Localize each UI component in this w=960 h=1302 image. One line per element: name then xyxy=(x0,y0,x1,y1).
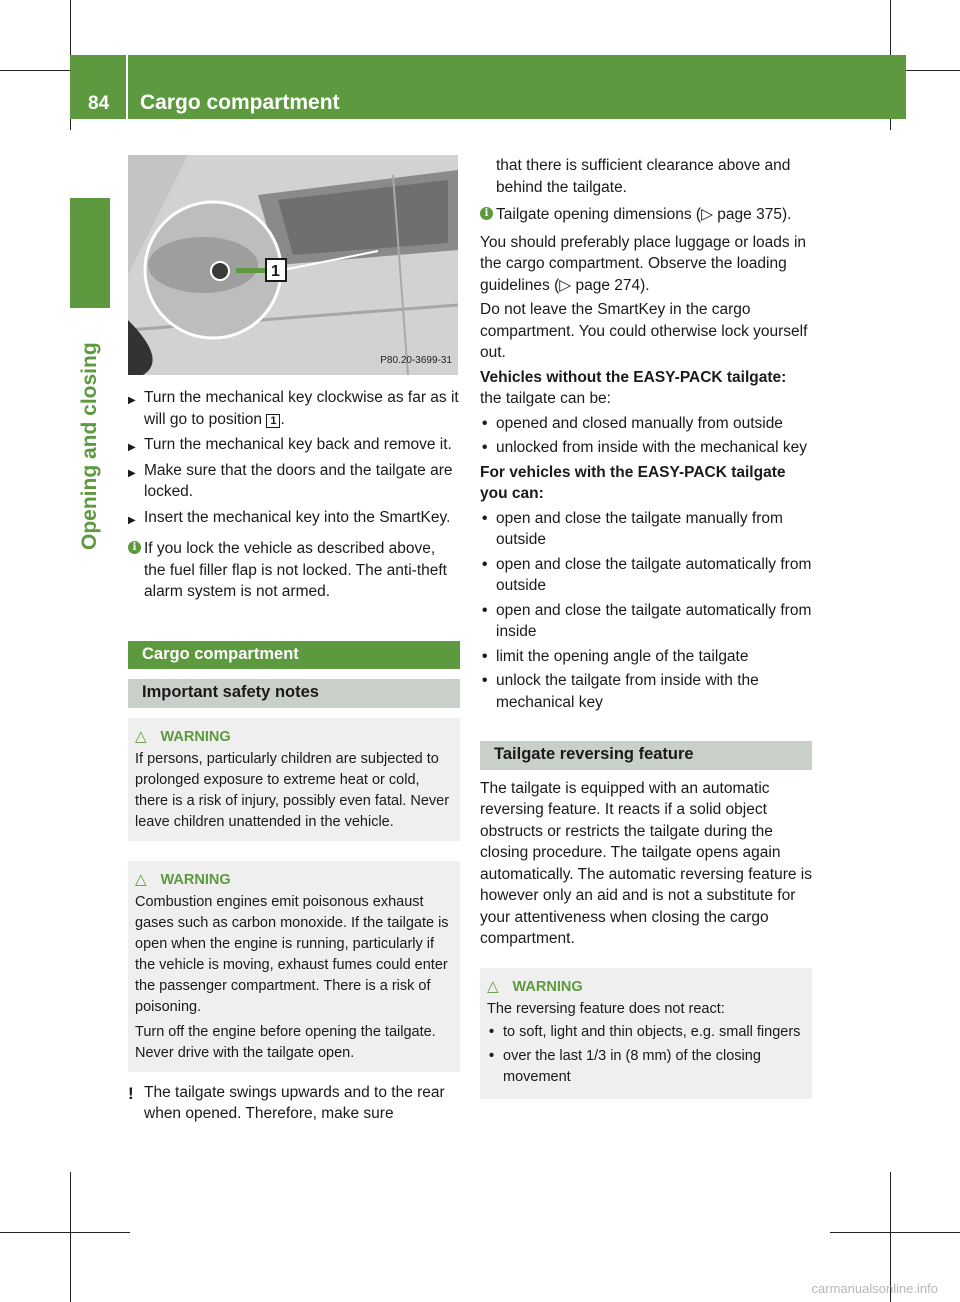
paragraph: You should preferably place luggage or loads in the cargo compartment. Observe the loading guidelines (▷ page 274). xyxy=(480,233,807,294)
warning-text: Combustion engines emit poisonous exhaust gases such as carbon monoxide. If the tailgate is open when the engine is running, particularly if the vehicle is moving, exhaust fumes could enter the passenger compartment. There is a risk of poisoning. xyxy=(135,893,449,1015)
caution-continued: that there is sufficient clearance above and behind the tailgate. xyxy=(496,157,791,196)
section-heading: Tailgate reversing feature xyxy=(480,741,812,770)
figure-id: P80.20-3699-31 xyxy=(380,354,452,366)
step-text: . xyxy=(280,410,285,428)
warning-text: If persons, particularly children are subjected to prolonged exposure to extreme heat or cold, there is a risk of injury, possibly even fatal. Never leave children unattended in the vehicle. xyxy=(135,750,450,830)
figure-callout: 1 xyxy=(271,263,280,280)
crop-mark xyxy=(830,1232,960,1233)
crop-mark xyxy=(70,1172,71,1302)
list-item: • open and close the tailgate automatically from outside xyxy=(480,554,812,597)
step-item: ▶ Insert the mechanical key into the SmartKey. xyxy=(128,507,460,529)
info-note-text: If you lock the vehicle as described above, the fuel filler flap is not locked. The anti-theft alarm system is not armed. xyxy=(144,540,447,600)
warning-triangle-icon: △ xyxy=(135,870,147,888)
caution-note xyxy=(128,1082,460,1125)
info-icon: i xyxy=(480,207,493,220)
chapter-label-text: Opening and closing xyxy=(78,342,101,550)
right-column xyxy=(480,155,812,1099)
step-text: Turn the mechanical key clockwise as far as it will go to position xyxy=(144,389,459,428)
step-item: ▶ Turn the mechanical key back and remove it. xyxy=(128,434,460,456)
warning-text: Turn off the engine before opening the tailgate. Never drive with the tailgate open. xyxy=(135,1023,436,1061)
warning-title: WARNING xyxy=(160,728,231,745)
side-tab xyxy=(70,198,110,308)
subsection-heading: Important safety notes xyxy=(128,679,460,708)
caution-exclamation-icon: ! xyxy=(128,1083,134,1103)
info-note xyxy=(480,204,812,226)
step-item xyxy=(128,387,460,430)
list-item: • to soft, light and thin objects, e.g. small fingers xyxy=(487,1022,805,1043)
position-key-symbol: 1 xyxy=(266,414,280,428)
bold-lead: For vehicles with the EASY-PACK tailgate you can: xyxy=(480,463,786,502)
warning-box xyxy=(480,968,812,1099)
warning-title: WARNING xyxy=(160,871,231,888)
tailgate-lock-illustration xyxy=(128,155,458,375)
list-item: • unlock the tailgate from inside with the mechanical key xyxy=(480,670,812,713)
crop-mark xyxy=(0,1232,130,1233)
warning-box xyxy=(128,718,460,841)
section-heading: Cargo compartment xyxy=(128,641,460,670)
tailgate-lock-photo xyxy=(128,155,458,375)
step-item: ▶ Make sure that the doors and the tailgate are locked. xyxy=(128,460,460,503)
warning-box xyxy=(128,861,460,1072)
caution-text: The tailgate swings upwards and to the rear when opened. Therefore, make sure xyxy=(144,1083,445,1122)
info-note xyxy=(128,538,460,603)
paragraph: Do not leave the SmartKey in the cargo compartment. You could otherwise lock yourself out. xyxy=(480,301,808,361)
paragraph xyxy=(480,367,812,410)
list-item: • unlocked from inside with the mechanical key xyxy=(480,437,812,459)
info-note-text: Tailgate opening dimensions (▷ page 375). xyxy=(496,206,792,223)
page-title: Cargo compartment xyxy=(140,91,340,114)
paragraph-text: the tailgate can be: xyxy=(480,390,611,407)
info-icon: i xyxy=(128,541,141,554)
warning-triangle-icon: △ xyxy=(487,977,499,995)
warning-title: WARNING xyxy=(512,978,583,995)
paragraph: The tailgate is equipped with an automatic reversing feature. It reacts if a solid object obstructs or restricts the tailgate during the closing procedure. The tailgate opens again automatically. The automatic reversing feature is however only an aid and is not a substitute for your attentiveness when closing the cargo compartment. xyxy=(480,779,812,947)
steps-list xyxy=(128,387,460,528)
warning-text: The reversing feature does not react: xyxy=(487,1000,725,1017)
header-divider xyxy=(126,55,128,119)
list-item: • limit the opening angle of the tailgate xyxy=(480,646,812,668)
chapter-label xyxy=(60,320,120,550)
page-number: 84 xyxy=(88,93,110,114)
list-item: • over the last 1/3 in (8 mm) of the closing movement xyxy=(487,1046,805,1088)
watermark: carmanualsonline.info xyxy=(811,1281,938,1296)
warning-triangle-icon: △ xyxy=(135,727,147,745)
list-item: • opened and closed manually from outside xyxy=(480,413,812,435)
list-item: • open and close the tailgate manually from outside xyxy=(480,508,812,551)
page-header xyxy=(70,55,906,119)
left-column xyxy=(128,155,460,1131)
list-item: • open and close the tailgate automatically from inside xyxy=(480,600,812,643)
bold-lead: Vehicles without the EASY-PACK tailgate: xyxy=(480,368,787,386)
